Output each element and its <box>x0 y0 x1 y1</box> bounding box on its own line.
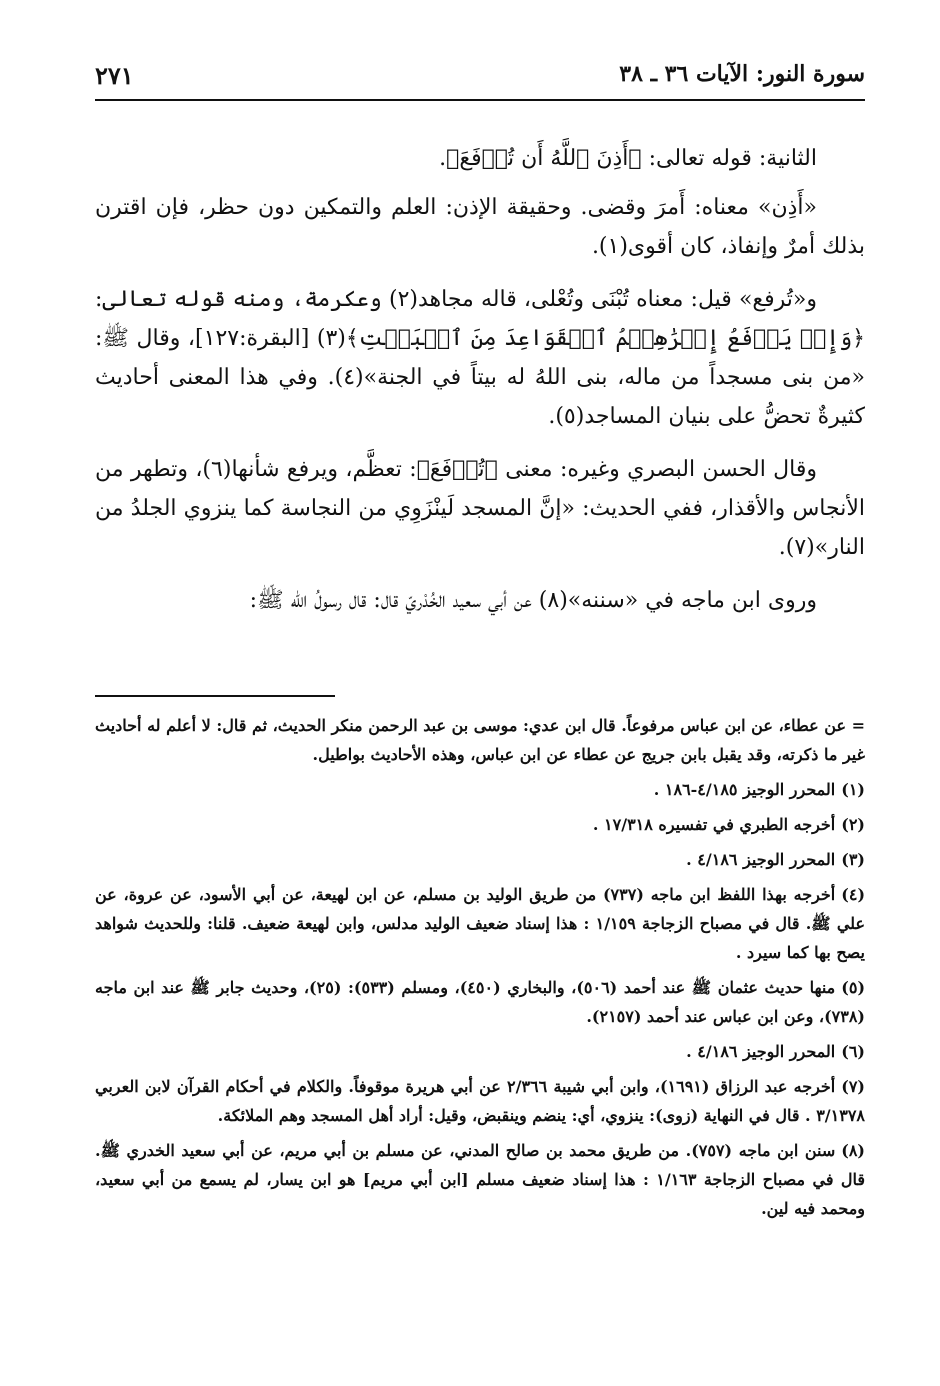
footnote-1 <box>95 775 865 804</box>
footnote-2 <box>95 810 865 839</box>
footnote-number: (٧) <box>841 1077 865 1096</box>
footnote-number: (١) <box>841 780 865 799</box>
paragraph-5: وروى ابن ماجه في «سننه»(٨) عن أبي سعيد الخُدْريّ قال: قال رسولُ الله ﷺ: <box>249 588 817 613</box>
footnote-text: المحرر الوجيز ٤/١٨٦ . <box>686 850 836 869</box>
footnote-separator <box>95 695 335 697</box>
footnote-text: المحرر الوجيز ٤/١٨٥-١٨٦ . <box>653 780 836 799</box>
paragraph-3: و«تُرفع» قيل: معناه تُبْنَى وتُعْلى، قاله مجاهد(٢) وعكرمة، ومنه قوله تعالى: ﴿وَإِذۡ يَرۡفَعُ إِبۡرَٰهِـۧمُ ٱلۡقَوَاعِدَ مِنَ ٱلۡبَيۡتِ﴾(٣) [البقرة:١٢٧]، وقال ﷺ: «من بنى مسجداً من ماله، بنى اللهُ له بيتاً في الجنة»(٤). وفي هذا المعنى أحاديث كثيرةٌ تحضُّ على بنيان المساجد(٥). <box>95 287 865 429</box>
footnote-8 <box>95 1136 865 1223</box>
footnote-text: سنن ابن ماجه (٧٥٧). من طريق محمد بن صالح المدني، عن مسلم بن أبي مريم، عن أبي سعيد الخدري ﷺ. قال في مصباح الزجاجة ١/١٦٣ : هذا إسناد ضعيف مسلم [ابن أبي مريم] هو ابن يسار، لم يسمع من أبي سعيد، ومحمد فيه لين. <box>95 1141 865 1218</box>
footnote-4 <box>95 880 865 967</box>
surah-title: سورة النور: الآيات ٣٦ ـ ٣٨ <box>619 61 865 87</box>
footnote-6 <box>95 1037 865 1066</box>
footnote-text: منها حديث عثمان ﷺ عند أحمد (٥٠٦)، والبخاري (٤٥٠)، ومسلم (٥٣٣): (٢٥)، وحديث جابر ﷺ عند ابن ماجه (٧٣٨)، وعن ابن عباس عند أحمد (٢١٥٧). <box>95 978 865 1026</box>
footnote-number: (٢) <box>841 815 865 834</box>
main-text <box>95 139 865 634</box>
footnote-number: (٦) <box>841 1042 865 1061</box>
footnotes <box>95 711 865 1229</box>
footnote-7 <box>95 1072 865 1130</box>
footnote-text: المحرر الوجيز ٤/١٨٦ . <box>686 1042 836 1061</box>
footnote-number: (٤) <box>841 885 866 904</box>
footnote-number: (٨) <box>841 1141 865 1160</box>
paragraph-1: الثانية: قوله تعالى: ﴿أَذِنَ ٱللَّهُ أَن تُرۡفَعَ﴾. <box>439 146 817 171</box>
footnote-text: أخرجه بهذا اللفظ ابن ماجه (٧٣٧) من طريق الوليد بن مسلم، عن ابن لهيعة، عن أبي الأسود، عن عروة، عن علي ﷺ. قال في مصباح الزجاجة ١/١٥٩ : هذا إسناد ضعيف الوليد مدلس، وابن لهيعة ضعيف. قلنا: وللحديث شواهد يصح بها كما سيرد . <box>95 885 865 962</box>
footnote-text: أخرجه عبد الرزاق (١٦٩١)، وابن أبي شيبة ٢/٣٦٦ عن أبي هريرة موقوفاً. والكلام في أحكام القرآن لابن العربي ٣/١٣٧٨ . قال في النهاية (زوى): ينزوي، أي: ينضم وينقبض، وقيل: أراد أهل المسجد وهم الملائكة. <box>95 1077 865 1125</box>
page-header <box>95 55 865 101</box>
page-number: ٢٧١ <box>95 61 134 90</box>
footnote-text: أخرجه الطبري في تفسيره ١٧/٣١٨ . <box>592 815 836 834</box>
footnote-number: (٥) <box>841 978 866 997</box>
paragraph-4: وقال الحسن البصري وغيره: معنى ﴿تُرۡفَعَ﴾: تعظَّم، ويرفع شأنها(٦)، وتطهر من الأنجاس والأقذار، ففي الحديث: «إنَّ المسجد لَينْزَوِي من النجاسة كما ينزوي الجلدُ من النار»(٧). <box>95 457 865 560</box>
footnote-continuation: = عن عطاء، عن ابن عباس مرفوعاً. قال ابن عدي: موسى بن عبد الرحمن منكر الحديث، ثم قال: لا أعلم له أحاديث غير ما ذكرته، وقد يقبل بابن جريج عن عطاء عن ابن عباس، وهذه الأحاديث بواطيل. <box>95 716 865 764</box>
footnote-3 <box>95 845 865 874</box>
book-page <box>95 55 865 1345</box>
paragraph-2: «أَذِن» معناه: أَمرَ وقضى. وحقيقة الإذن: العلم والتمكين دون حظر، فإن اقترن بذلك أمرٌ وإنفاذ، كان أقوى(١). <box>95 195 865 259</box>
footnote-5 <box>95 973 865 1031</box>
footnote-number: (٣) <box>841 850 865 869</box>
